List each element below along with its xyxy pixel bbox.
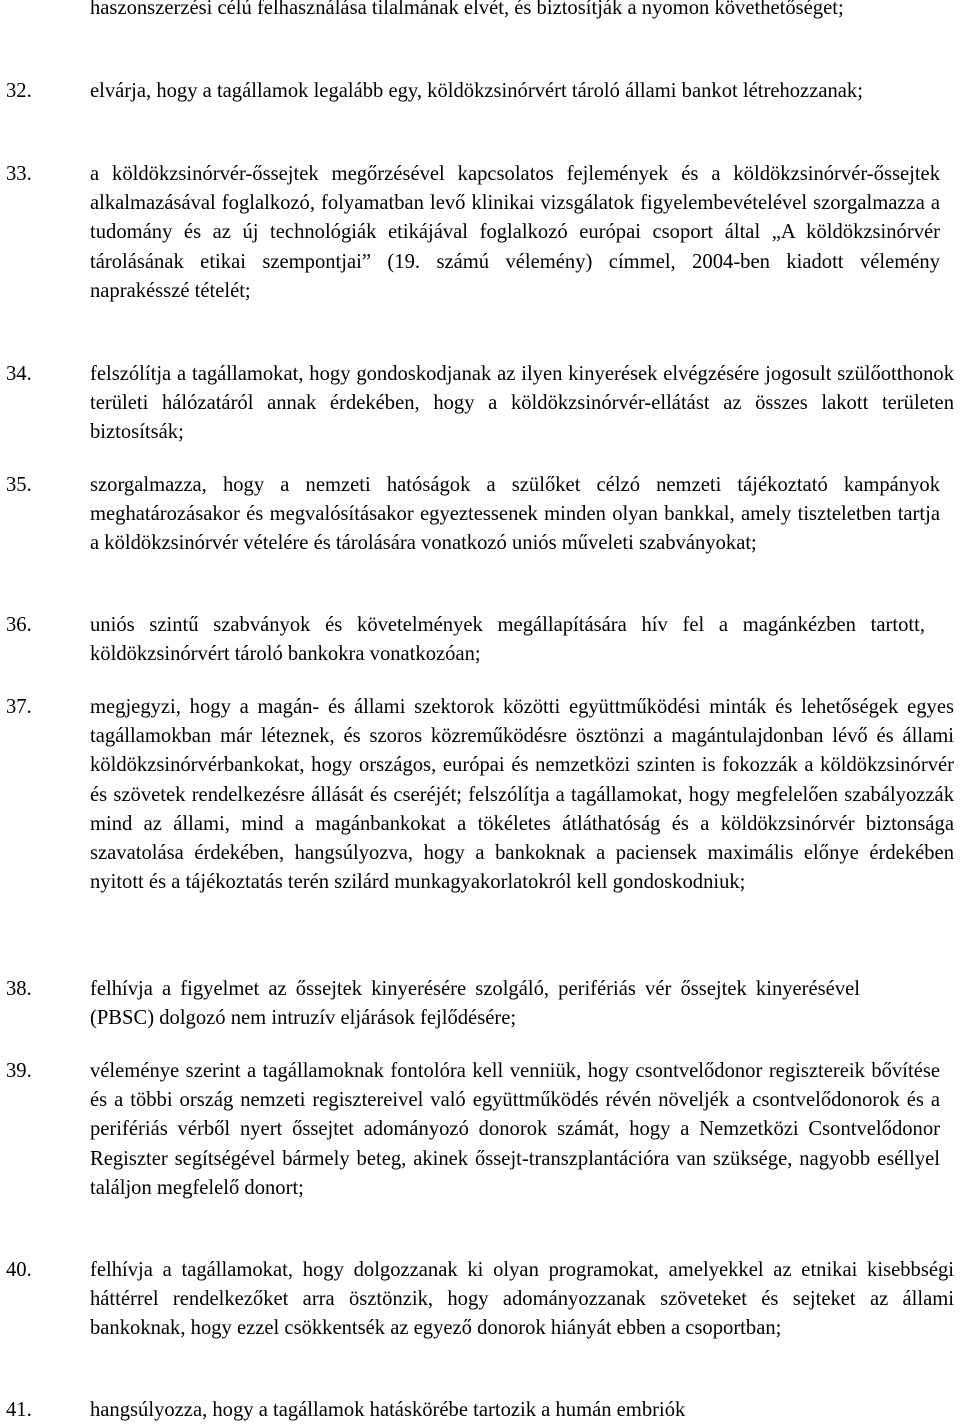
item-text: felszólítja a tagállamokat, hogy gondoskodjanak az ilyen kinyerések elvégzésére jogosult szülőotthonok területi hálózatáról annak érdekében, hogy a köldökzsinórvér-ellátást az összes lakott területen biztosítsák; (90, 363, 954, 444)
list-item (6, 77, 954, 106)
item-number: 32. (6, 80, 32, 102)
list-item (6, 693, 954, 897)
item-text: megjegyzi, hogy a magán- és állami szektorok közötti együttműködési minták és lehetőségek egyes tagállamokban már léteznek, és szoros közreműködésre ösztönzi a magántulajdonban lévő és állami köldökzsinórvérbankokat, hogy országos, európai és nemzetközi szinten is fokozzák a köldökzsinórvér és szövetek rendelkezésre állását és cseréjét; felszólítja a tagállamokat, hogy megfelelően szabályozzák mind az állami, mind a magánbankokat a tökéletes átláthatóság és a köldökzsinórvér biztonsága szavatolása érdekében, hangsúlyozva, hogy a bankoknak a paciensek maximális előnye érdekében nyitott és a tájékoztatás terén szilárd munkagyakorlatokról kell gondoskodniuk; (90, 696, 954, 894)
item-number: 41. (6, 1399, 32, 1421)
item-text: szorgalmazza, hogy a nemzeti hatóságok a szülőket célzó nemzeti tájékoztató kampányok meghatározásakor és megvalósításakor egyeztessenek minden olyan bankkal, amely tiszteletben tartja a köldökzsinórvér vételére és tárolására vonatkozó uniós műveleti szabványokat; (90, 474, 940, 555)
item-text: elvárja, hogy a tagállamok legalább egy, köldökzsinórvért tároló állami bankot létrehozzanak; (90, 80, 863, 102)
list-item (6, 1256, 954, 1344)
item-number: 36. (6, 614, 32, 636)
list-item (6, 160, 954, 306)
item-number: 34. (6, 363, 32, 385)
item-text: véleménye szerint a tagállamoknak fontolóra kell venniük, hogy csontvelődonor regisztereik bővítése és a többi ország nemzeti regisztereivel való együttműködés révén növeljék a csontvelődonorok és a perifériás vérből nyert őssejtet adományozó donorok számát, hogy a Nemzetközi Csontvelődonor Regiszter segítségével bármely beteg, akinek őssejt-transzplantációra van szüksége, nagyobb eséllyel találjon megfelelő donort; (90, 1060, 940, 1199)
item-text: uniós szintű szabványok és követelmények megállapítására hív fel a magánkézben tartott, köldökzsinórvért tároló bankokra vonatkozóan; (90, 614, 925, 666)
list-item (6, 1057, 954, 1203)
item-number: 37. (6, 696, 32, 718)
item-number: 35. (6, 474, 32, 496)
list-item (6, 471, 954, 559)
item-text: a köldökzsinórvér-őssejtek megőrzésével kapcsolatos fejlemények és a köldökzsinórvér-őssejtek alkalmazásával foglalkozó, folyamatban levő klinikai vizsgálatok figyelembevételével szorgalmazza a tudomány és az új technológiák etikájával foglalkozó európai csoport által „A köldökzsinórvér tárolásának etikai szempontjai” (19. számú vélemény) címmel, 2004-ben kiadott vélemény naprakésszé tételét; (90, 163, 940, 302)
item-text: felhívja a tagállamokat, hogy dolgozzanak ki olyan programokat, amelyekkel az etnikai kisebbségi háttérrel rendelkezőket arra ösztönzik, hogy adományozzanak szöveteket és sejteket az állami bankoknak, hogy ezzel csökkentsék az egyező donorok hiányát ebben a csoportban; (90, 1259, 954, 1340)
item-text: felhívja a figyelmet az őssejtek kinyerésére szolgáló, perifériás vér őssejtek kinyerésével (PBSC) dolgozó nem intruzív eljárások fejlődésére; (90, 978, 860, 1030)
list-item (6, 611, 954, 669)
list-item (6, 360, 954, 448)
item-number: 40. (6, 1259, 32, 1281)
item-number: 38. (6, 978, 32, 1000)
item-number: 33. (6, 163, 32, 185)
item-number: 39. (6, 1060, 32, 1082)
item-text: hangsúlyozza, hogy a tagállamok hatáskörébe tartozik a humán embriók (90, 1399, 686, 1421)
list-item (6, 975, 954, 1033)
list-item (6, 1396, 954, 1425)
item-text: haszonszerzési célú felhasználása tilalmának elvét, és biztosítják a nyomon követhetőséget; (90, 0, 844, 19)
list-item (6, 0, 954, 23)
